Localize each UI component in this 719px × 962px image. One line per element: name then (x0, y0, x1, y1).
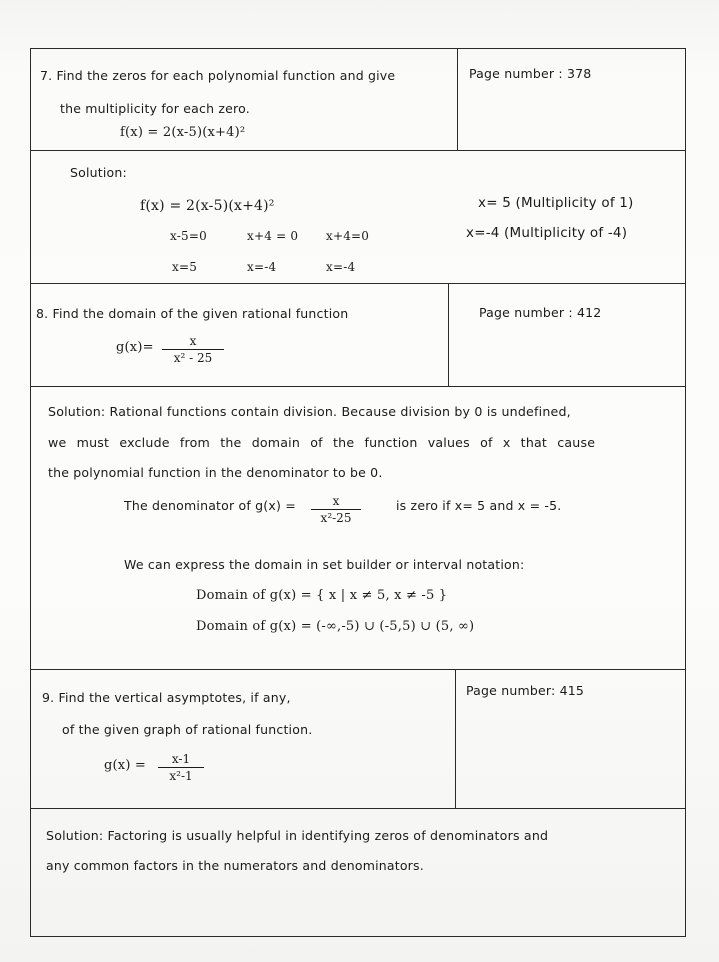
solution-8-fraction-denominator: x²-25 (320, 511, 352, 525)
solution-8-fraction-numerator: x (332, 494, 340, 508)
problem-7-question-line2: the multiplicity for each zero. (60, 101, 250, 116)
solution-7-result-2: x=-4 (Multiplicity of -4) (466, 225, 628, 241)
solution-7-root-a: x=5 (172, 260, 198, 274)
solution-8-domain-set: Domain of g(x) = { x | x ≠ 5, x ≠ -5 } (196, 588, 448, 603)
column-divider (448, 283, 449, 386)
problem-9-page-number: Page number: 415 (466, 683, 585, 698)
problem-7-function: f(x) = 2(x-5)(x+4)² (120, 125, 246, 140)
problem-9-question-line1: 9. Find the vertical asymptotes, if any, (42, 690, 291, 705)
problem-9-fraction (158, 752, 204, 783)
divider-line (30, 808, 686, 809)
column-divider (457, 48, 458, 150)
solution-7-step-a: x-5=0 (170, 229, 207, 243)
problem-8-question: 8. Find the domain of the given rational function (36, 306, 349, 321)
solution-8-line3: the polynomial function in the denominator to be 0. (48, 465, 383, 480)
solution-8-line1: Solution: Rational functions contain division. Because division by 0 is undefined, (48, 404, 571, 419)
solution-7-step-c: x+4=0 (326, 229, 370, 243)
worksheet-border (30, 48, 686, 937)
problem-8-fraction (162, 334, 224, 365)
problem-8-page-number: Page number : 412 (479, 305, 602, 320)
problem-9-function-name: g(x) = (104, 758, 147, 773)
divider-line (30, 386, 686, 387)
problem-7-question-line1: 7. Find the zeros for each polynomial function and give (40, 68, 396, 83)
problem-8-function-name: g(x)= (116, 340, 154, 355)
solution-9-line1: Solution: Factoring is usually helpful in identifying zeros of denominators and (46, 828, 549, 843)
solution-9-line2: any common factors in the numerators and denominators. (46, 858, 424, 873)
solution-8-domain-interval: Domain of g(x) = (-∞,-5) ∪ (-5,5) ∪ (5, ∞) (196, 619, 475, 634)
solution-7-label: Solution: (70, 165, 127, 180)
problem-8-numerator: x (189, 334, 197, 348)
solution-8-denominator-prefix: The denominator of g(x) = (124, 498, 296, 513)
divider-line (30, 283, 686, 284)
solution-7-root-b: x=-4 (247, 260, 277, 274)
problem-8-denominator: x² - 25 (173, 351, 213, 365)
problem-9-numerator: x-1 (171, 752, 191, 766)
solution-8-denominator-suffix: is zero if x= 5 and x = -5. (396, 498, 562, 513)
solution-7-equation: f(x) = 2(x-5)(x+4)² (140, 198, 275, 214)
column-divider (455, 669, 456, 808)
solution-7-result-1: x= 5 (Multiplicity of 1) (478, 195, 634, 211)
problem-7-page-number: Page number : 378 (469, 66, 592, 81)
solution-8-express-line: We can express the domain in set builder or interval notation: (124, 557, 525, 572)
solution-8-fraction (311, 494, 361, 525)
solution-7-step-b: x+4 = 0 (247, 229, 299, 243)
problem-9-denominator: x²-1 (169, 769, 193, 783)
solution-8-line2: we must exclude from the domain of the function values of x that cause (48, 435, 596, 450)
solution-7-root-c: x=-4 (326, 260, 356, 274)
divider-line (30, 669, 686, 670)
divider-line (30, 150, 686, 151)
problem-9-question-line2: of the given graph of rational function. (62, 722, 313, 737)
